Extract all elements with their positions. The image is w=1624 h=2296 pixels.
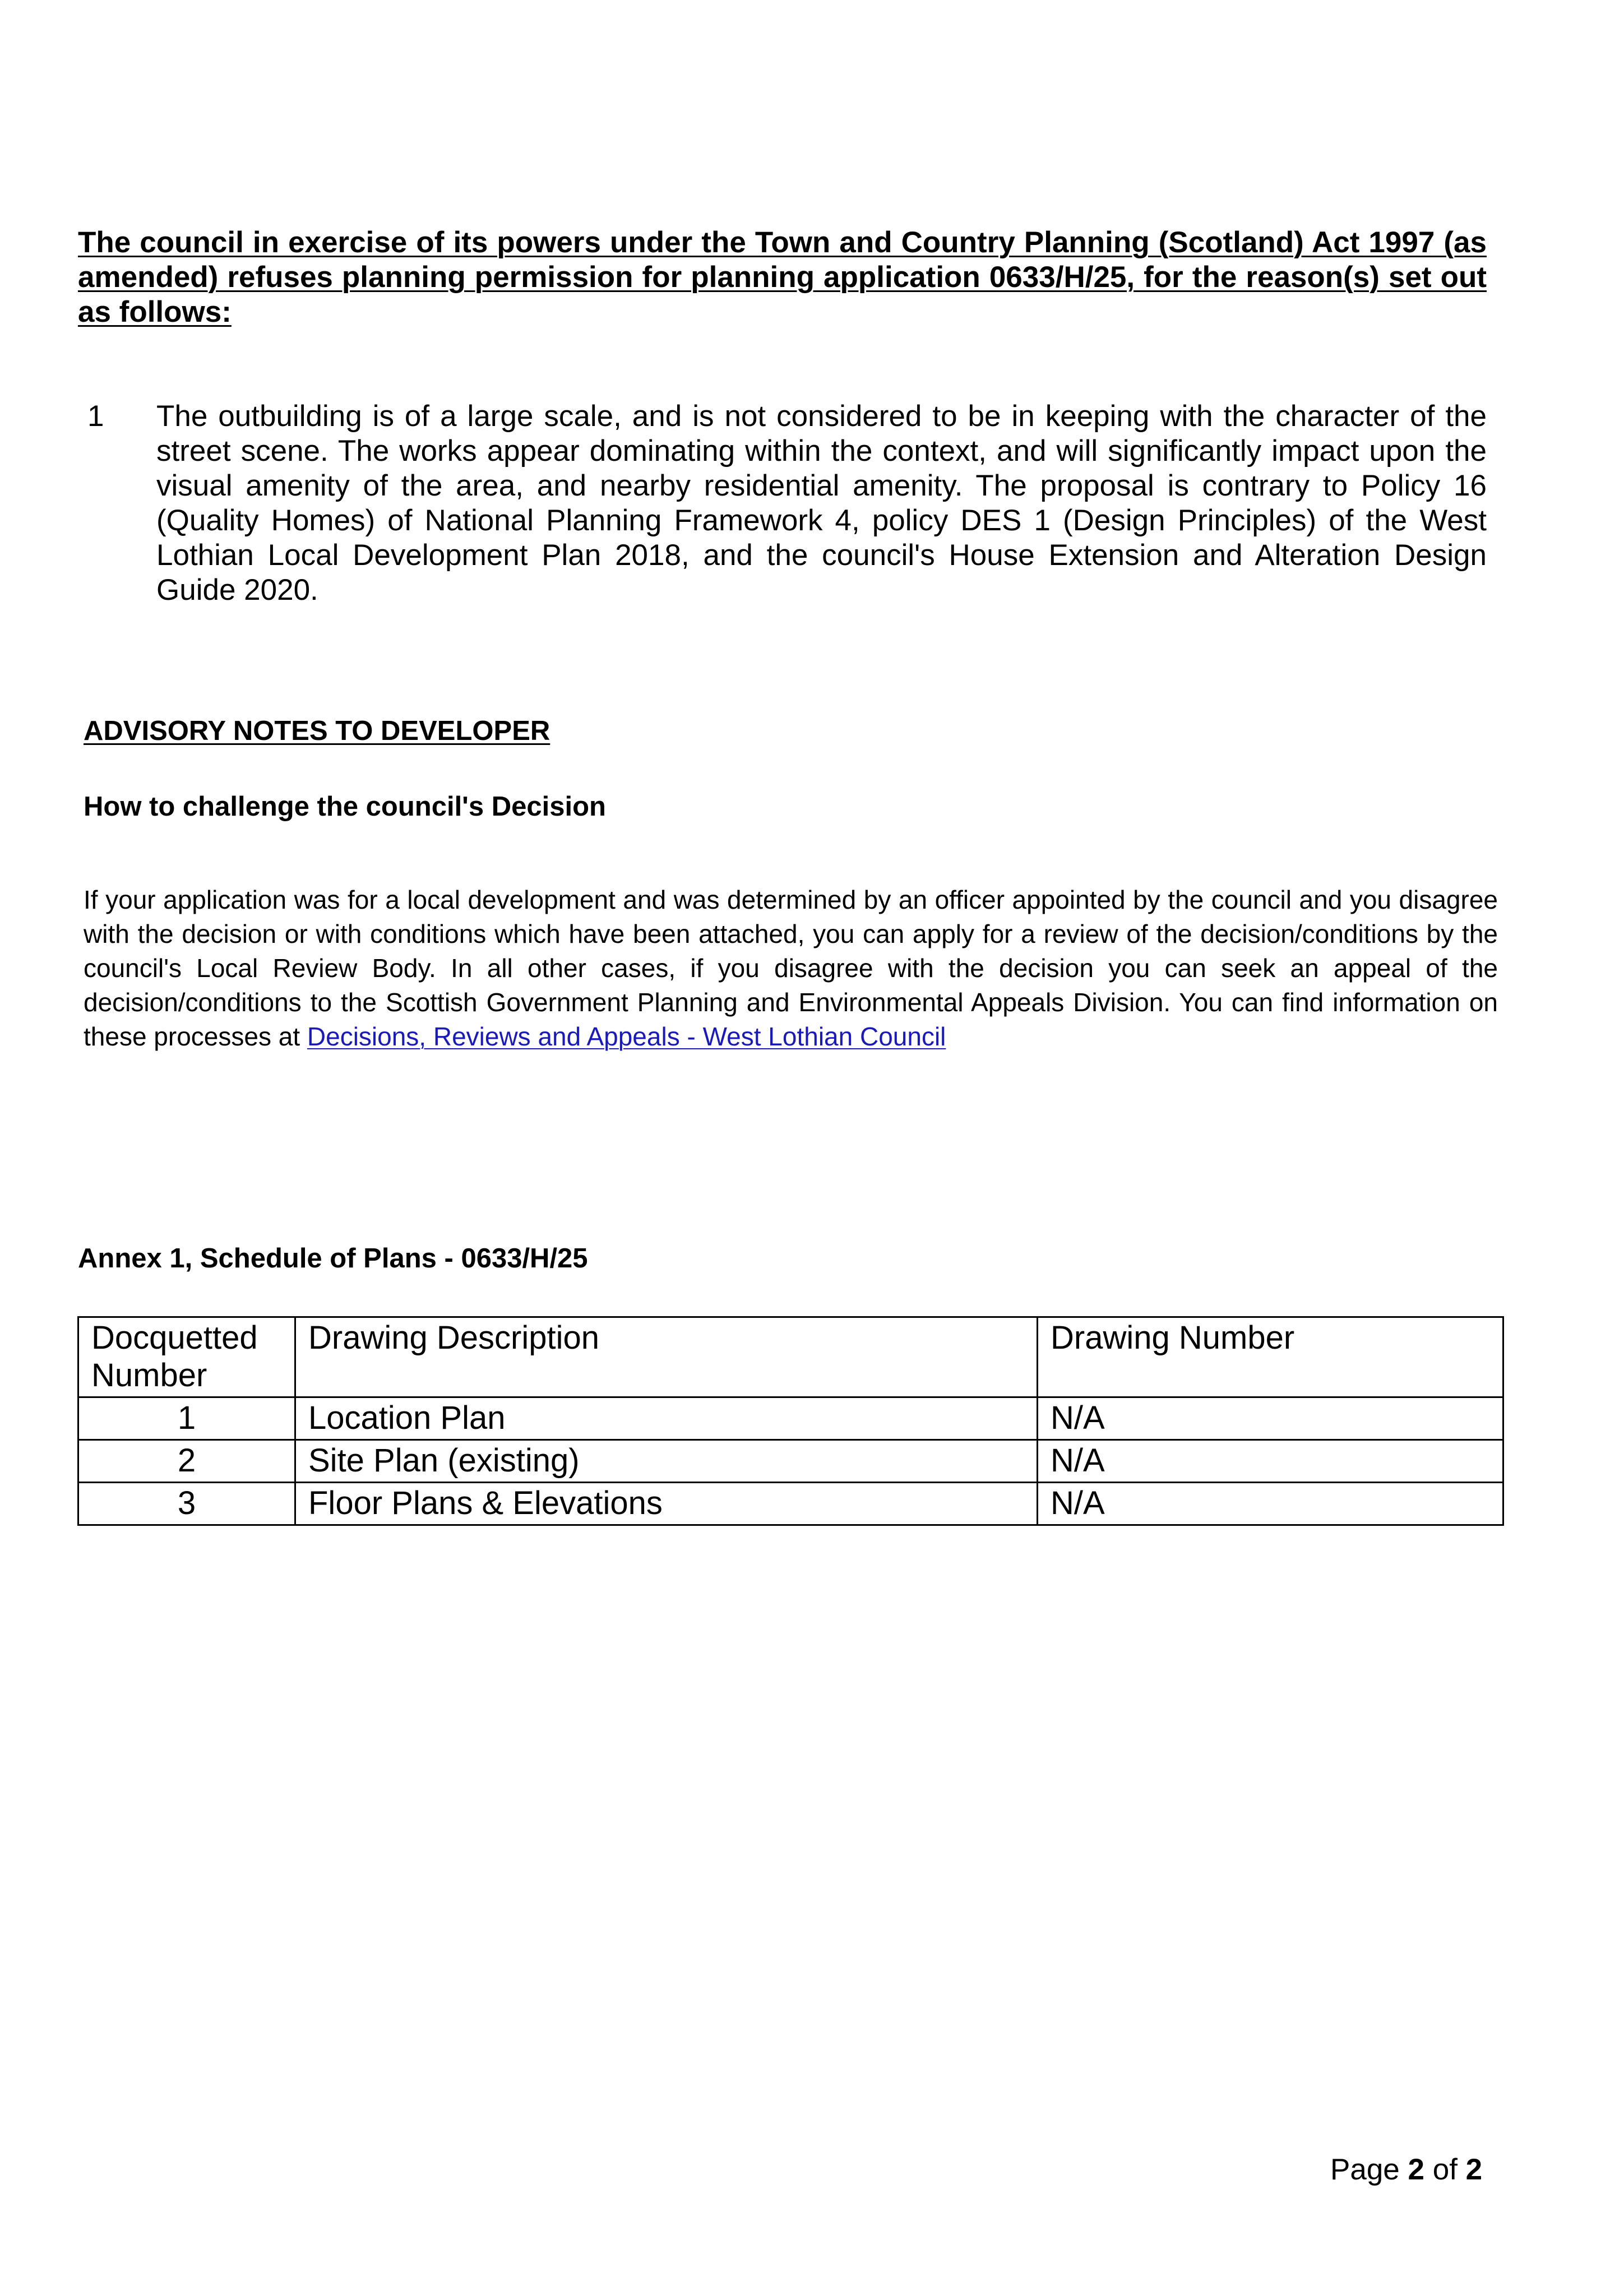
drawing-description-cell: Site Plan (existing): [295, 1440, 1038, 1483]
drawing-number-cell: N/A: [1038, 1440, 1503, 1483]
page-total: 2: [1465, 2153, 1483, 2186]
drawing-number-cell: N/A: [1038, 1397, 1503, 1440]
challenge-title: How to challenge the council's Decision: [84, 791, 606, 822]
advice-text: If your application was for a local development and was determined by an officer appointed by the council and you disagree with the decision or with conditions which have been attached, you can apply for a review of the decision/conditions by the council's Local Review Body. In all other cases, if you disagree with the decision you can seek an appeal of the decision/conditions to the Scottish Government Planning and Environmental Appeals Division. You can find information on these processes at: [84, 885, 1498, 1051]
page-current: 2: [1408, 2153, 1424, 2186]
docquetted-number-cell: 1: [78, 1397, 295, 1440]
table-row: [78, 1440, 1503, 1483]
column-header-drawing-description: Drawing Description: [295, 1317, 1038, 1397]
column-header-drawing-number: Drawing Number: [1038, 1317, 1503, 1397]
column-header-docquetted-number: Docquetted Number: [78, 1317, 295, 1397]
drawing-number-cell: N/A: [1038, 1483, 1503, 1525]
drawing-description-cell: Floor Plans & Elevations: [295, 1483, 1038, 1525]
of-word: of: [1432, 2153, 1458, 2186]
decision-header: The council in exercise of its powers under the Town and Country Planning (Scotland) Act 1997 (as amended) refuses planning permission for planning application 0633/H/25, for the reason(s) set out as follows:: [78, 226, 1487, 328]
drawing-description-cell: Location Plan: [295, 1397, 1038, 1440]
advisory-title: ADVISORY NOTES TO DEVELOPER: [84, 716, 550, 746]
table-row: [78, 1397, 1503, 1440]
decisions-reviews-appeals-link[interactable]: Decisions, Reviews and Appeals - West Lothian Council: [307, 1022, 946, 1051]
reason-text: The outbuilding is of a large scale, and is not considered to be in keeping with the character of the street scene. The works appear dominating within the context, and will significantly impact upon the visual amenity of the area, and nearby residential amenity. The proposal is contrary to Policy 16 (Quality Homes) of National Planning Framework 4, policy DES 1 (Design Principles) of the West Lothian Local Development Plan 2018, and the council's House Extension and Alteration Design Guide 2020.: [156, 400, 1487, 607]
page-word: Page: [1330, 2153, 1400, 2186]
table-row: [78, 1483, 1503, 1525]
annex-title: Annex 1, Schedule of Plans - 0633/H/25: [78, 1243, 588, 1274]
reason-number: 1: [87, 400, 104, 433]
docquetted-number-cell: 3: [78, 1483, 295, 1525]
advice-paragraph: [84, 883, 1498, 1054]
schedule-of-plans-table: [77, 1316, 1504, 1526]
page-number-footer: [1330, 2152, 1482, 2187]
docquetted-number-cell: 2: [78, 1440, 295, 1483]
table-header-row: [78, 1317, 1503, 1397]
